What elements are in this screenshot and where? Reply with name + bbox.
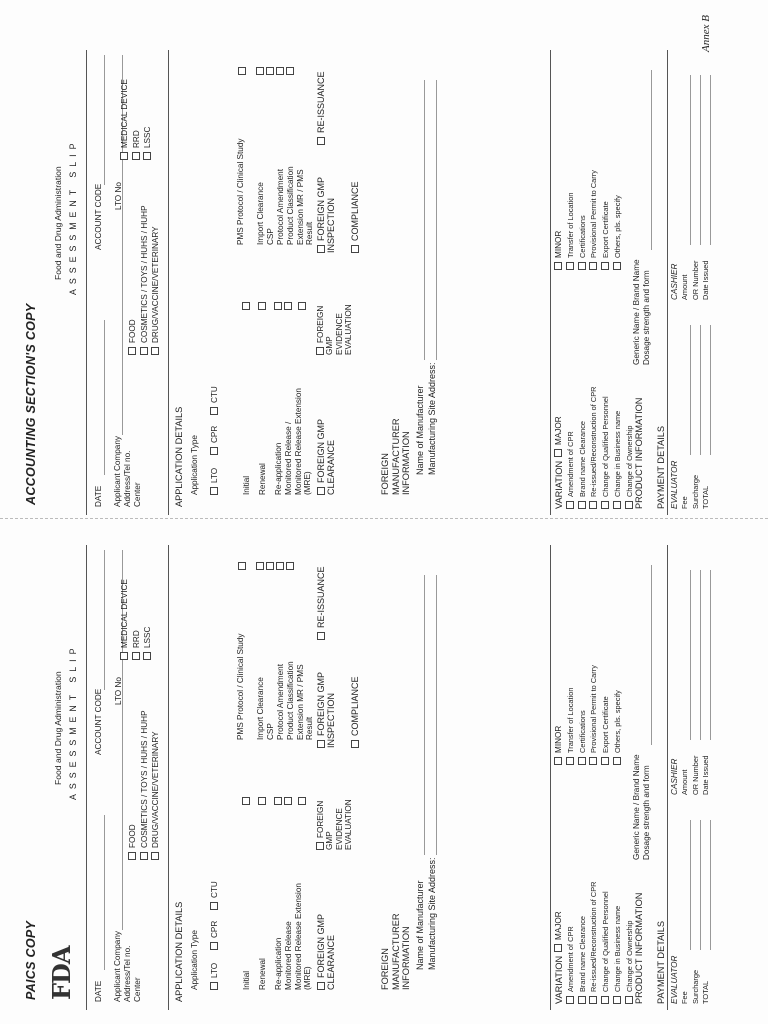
variation-item[interactable]: Change in Business name xyxy=(613,882,623,1005)
list-item: Renewal xyxy=(258,958,267,990)
gmp-evidence-option[interactable]: FOREIGN GMP EVIDENCE EVALUATION xyxy=(316,799,354,850)
list-item: Initial xyxy=(242,970,251,990)
center-label: Center xyxy=(133,977,142,1002)
minor-items xyxy=(566,665,625,765)
center-option[interactable]: COSMETICS / TOYS / HUHS / HUHP xyxy=(140,710,149,860)
slip-title: ASSESSMENT SLIP xyxy=(68,643,78,800)
device-option[interactable]: MEDICAL DEVICE xyxy=(120,579,129,660)
variation-item[interactable]: Re-issued/Reconstruction of CPR xyxy=(589,387,599,510)
checkbox[interactable] xyxy=(258,793,267,805)
lto-no-label: LTO No xyxy=(114,182,123,210)
foreign-manufacturer-heading: FOREIGN MANUFACTURER INFORMATION xyxy=(380,418,412,495)
product-field[interactable] xyxy=(651,565,652,745)
address-label: Address/Tel no. xyxy=(123,450,132,507)
cashier-label: CASHIER xyxy=(670,758,679,795)
checkbox[interactable] xyxy=(238,558,247,570)
gmp-inspection-option[interactable]: FOREIGN GMP INSPECTION xyxy=(316,672,337,748)
list-item: Monitored Release / xyxy=(284,421,293,495)
checkbox[interactable] xyxy=(266,63,275,75)
variation-item[interactable]: Change of Ownership xyxy=(625,882,635,1005)
variation-item[interactable]: Others, pls. specify xyxy=(613,170,623,270)
device-options xyxy=(120,79,155,160)
application-details-heading: APPLICATION DETAILS xyxy=(174,901,184,1002)
evaluator-items xyxy=(681,970,713,1004)
slip-title: ASSESSMENT SLIP xyxy=(68,138,78,295)
dosage-label: Dosage strength and form xyxy=(642,270,651,365)
list-item: Re-application xyxy=(274,442,283,495)
payment-item: TOTAL xyxy=(701,980,711,1004)
payment-item: Surcharge xyxy=(690,474,700,509)
major-items xyxy=(566,387,636,510)
evaluator-label: EVALUATOR xyxy=(670,955,679,1004)
gmp-evidence-option[interactable]: FOREIGN GMP EVIDENCE EVALUATION xyxy=(316,304,354,355)
device-option[interactable]: RRD xyxy=(132,579,141,660)
copy-title: PAICS COPY xyxy=(24,920,38,1000)
variation-item[interactable]: Certifications xyxy=(578,170,588,270)
payment-item: OR Number xyxy=(690,260,700,300)
checkbox[interactable] xyxy=(284,298,293,310)
minor-items xyxy=(566,170,625,270)
center-option[interactable]: COSMETICS / TOYS / HUHS / HUHP xyxy=(140,205,149,355)
agency-name: Food and Drug Administration xyxy=(53,671,63,785)
list-item: PMS Protocol / Clinical Study xyxy=(236,138,245,245)
manufacturer-name-label: Name of Manufacturer xyxy=(415,880,425,970)
gmp-inspection-option[interactable]: FOREIGN GMP INSPECTION xyxy=(316,177,337,253)
gmp-clearance-option[interactable]: FOREIGN GMP CLEARANCE xyxy=(316,419,337,495)
amount-field[interactable] xyxy=(690,570,691,740)
date-label: DATE xyxy=(94,485,103,507)
compliance-option[interactable]: COMPLIANCE xyxy=(350,181,360,253)
variation-item[interactable]: Brand name Clearance xyxy=(578,387,588,510)
fee-field[interactable] xyxy=(690,820,691,950)
fold-line xyxy=(0,518,768,519)
list-item: Re-application xyxy=(274,937,283,990)
generic-name-label: Generic Name / Brand Name xyxy=(632,259,641,365)
list-item: Protocol Amendment xyxy=(276,168,285,245)
center-options xyxy=(128,205,163,355)
manufacturing-site-field[interactable] xyxy=(436,575,437,855)
variation-item[interactable]: Change of Qualified Personnel xyxy=(601,387,611,510)
list-item: Product Classification xyxy=(286,661,295,740)
variation-item[interactable]: Change of Ownership xyxy=(625,387,635,510)
total-field[interactable] xyxy=(710,325,711,455)
variation-item[interactable]: Others, pls. specify xyxy=(613,665,623,765)
variation-item[interactable]: Transfer of Location xyxy=(566,170,576,270)
application-type-label: Application Type xyxy=(190,435,199,495)
lto-no-label: LTO No xyxy=(114,677,123,705)
surcharge-field[interactable] xyxy=(700,325,701,455)
variation-item[interactable]: Provisional Permit to Carry xyxy=(589,665,599,765)
type-ctu[interactable]: CTU xyxy=(210,386,219,415)
list-item: Extension MR / PMS Result xyxy=(296,169,315,245)
reissuance-option[interactable]: RE-ISSUANCE xyxy=(316,71,326,145)
evaluator-label: EVALUATOR xyxy=(670,460,679,509)
variation-item[interactable]: Amendment of CPR xyxy=(566,882,576,1005)
manufacturer-name-field[interactable] xyxy=(424,575,425,855)
date-issued-field[interactable] xyxy=(710,75,711,245)
list-item: Monitored Release xyxy=(284,921,293,990)
fda-logo: FDA xyxy=(47,946,76,1000)
variation-item[interactable]: Change of Qualified Personnel xyxy=(601,882,611,1005)
product-information-heading: PRODUCT INFORMATION xyxy=(634,892,644,1004)
device-options xyxy=(120,579,155,660)
list-item: CSP xyxy=(266,723,275,740)
checkbox[interactable] xyxy=(242,793,251,805)
variation-item[interactable]: Export Certificate xyxy=(601,170,611,270)
checkbox[interactable] xyxy=(238,63,247,75)
surcharge-field[interactable] xyxy=(700,820,701,950)
variation-item[interactable]: Amendment of CPR xyxy=(566,387,576,510)
date-field[interactable] xyxy=(104,815,105,970)
paics-lower-section xyxy=(548,545,748,1010)
checkbox[interactable] xyxy=(276,558,285,570)
date-label: DATE xyxy=(94,980,103,1002)
variation-heading: VARIATION xyxy=(554,460,564,509)
checkbox[interactable] xyxy=(298,298,307,310)
manufacturing-site-field[interactable] xyxy=(436,80,437,360)
variation-item[interactable]: Brand name Clearance xyxy=(578,882,588,1005)
address-label: Address/Tel no. xyxy=(123,945,132,1002)
list-item: CSP xyxy=(266,228,275,245)
date-field[interactable] xyxy=(104,320,105,475)
checkbox[interactable] xyxy=(274,298,283,310)
center-options xyxy=(128,710,163,860)
type-lto[interactable]: LTO xyxy=(210,468,219,495)
variation-item[interactable]: Export Certificate xyxy=(601,665,611,765)
minor-option[interactable]: MINOR xyxy=(554,231,563,270)
list-item: Protocol Amendment xyxy=(276,663,285,740)
minor-option[interactable]: MINOR xyxy=(554,726,563,765)
copy-title: ACCOUNTING SECTION'S COPY xyxy=(24,303,38,505)
account-code-label: ACCOUNT CODE xyxy=(94,183,103,250)
checkbox[interactable] xyxy=(274,793,283,805)
manufacturing-site-label: Manufacturing Site Address: xyxy=(427,857,437,970)
account-code-field[interactable] xyxy=(104,550,105,690)
payment-details-heading: PAYMENT DETAILS xyxy=(656,425,666,509)
annex-label: Annex B xyxy=(700,15,712,52)
dosage-label: Dosage strength and form xyxy=(642,765,651,860)
type-cpr[interactable]: CPR xyxy=(210,426,219,455)
payment-item: Fee xyxy=(680,496,689,509)
payment-item: OR Number xyxy=(690,755,700,795)
checkbox[interactable] xyxy=(256,63,265,75)
amount-field[interactable] xyxy=(690,75,691,245)
account-code-label: ACCOUNT CODE xyxy=(94,688,103,755)
variation-item[interactable]: Change in Business name xyxy=(613,387,623,510)
manufacturer-name-label: Name of Manufacturer xyxy=(415,385,425,475)
manufacturer-name-field[interactable] xyxy=(424,80,425,360)
application-details-heading: APPLICATION DETAILS xyxy=(174,406,184,507)
type-lto[interactable]: LTO xyxy=(210,963,219,990)
reissuance-option[interactable]: RE-ISSUANCE xyxy=(316,566,326,640)
checkbox[interactable] xyxy=(284,793,293,805)
list-item: Import Clearance xyxy=(256,677,265,740)
list-item: Initial xyxy=(242,475,251,495)
list-item: Monitored Release Extension (MRE) xyxy=(294,388,313,495)
cashier-items xyxy=(681,756,713,795)
payment-item: Date Issued xyxy=(701,755,711,795)
device-option[interactable]: LSSC xyxy=(143,79,152,160)
major-option[interactable]: MAJOR xyxy=(554,911,563,952)
agency-name: Food and Drug Administration xyxy=(53,166,63,280)
foreign-manufacturer-heading: FOREIGN MANUFACTURER INFORMATION xyxy=(380,913,412,990)
account-code-field[interactable] xyxy=(104,55,105,185)
fee-field[interactable] xyxy=(690,325,691,455)
major-items xyxy=(566,882,636,1005)
date-issued-field[interactable] xyxy=(710,570,711,740)
compliance-option[interactable]: COMPLIANCE xyxy=(350,676,360,748)
center-option[interactable]: FOOD xyxy=(128,205,137,355)
gmp-clearance-option[interactable]: FOREIGN GMP CLEARANCE xyxy=(316,914,337,990)
payment-item: Fee xyxy=(680,991,689,1004)
cashier-items xyxy=(681,261,713,300)
list-item: PMS Protocol / Clinical Study xyxy=(236,633,245,740)
list-item: Monitored Release Extension (MRE) xyxy=(294,883,313,990)
or-number-field[interactable] xyxy=(700,75,701,245)
checkbox[interactable] xyxy=(258,298,267,310)
checkbox[interactable] xyxy=(266,558,275,570)
device-option[interactable]: MEDICAL DEVICE xyxy=(120,79,129,160)
payment-item: Surcharge xyxy=(690,969,700,1004)
variation-heading: VARIATION xyxy=(554,955,564,1004)
manufacturing-site-label: Manufacturing Site Address: xyxy=(427,362,437,475)
application-type-label: Application Type xyxy=(190,930,199,990)
cashier-label: CASHIER xyxy=(670,263,679,300)
checkbox[interactable] xyxy=(286,63,295,75)
generic-name-label: Generic Name / Brand Name xyxy=(632,754,641,860)
applicant-label: Applicant Company xyxy=(113,931,122,1002)
total-field[interactable] xyxy=(710,820,711,950)
accounting-lower-section xyxy=(548,50,748,515)
product-information-heading: PRODUCT INFORMATION xyxy=(634,397,644,509)
center-label: Center xyxy=(133,482,142,507)
or-number-field[interactable] xyxy=(700,570,701,740)
type-cpr[interactable]: CPR xyxy=(210,921,219,950)
center-option[interactable]: FOOD xyxy=(128,710,137,860)
device-option[interactable]: LSSC xyxy=(143,579,152,660)
list-item: Renewal xyxy=(258,463,267,495)
type-ctu[interactable]: CTU xyxy=(210,881,219,910)
list-item: Extension MR / PMS Result xyxy=(296,664,315,740)
evaluator-items xyxy=(681,475,713,509)
list-item: Product Classification xyxy=(286,166,295,245)
payment-item: TOTAL xyxy=(701,485,711,509)
variation-item[interactable]: Re-issued/Reconstruction of CPR xyxy=(589,882,599,1005)
center-option[interactable]: DRUG/VACCINE/VETERINARY xyxy=(151,205,160,355)
list-item: Import Clearance xyxy=(256,182,265,245)
payment-item: Amount xyxy=(680,769,689,795)
checkbox[interactable] xyxy=(276,63,285,75)
checkbox[interactable] xyxy=(242,298,251,310)
payment-item: Date Issued xyxy=(701,260,711,300)
variation-item[interactable]: Certifications xyxy=(578,665,588,765)
device-option[interactable]: RRD xyxy=(132,79,141,160)
payment-details-heading: PAYMENT DETAILS xyxy=(656,920,666,1004)
checkbox[interactable] xyxy=(256,558,265,570)
center-option[interactable]: DRUG/VACCINE/VETERINARY xyxy=(151,710,160,860)
product-field[interactable] xyxy=(651,70,652,250)
applicant-label: Applicant Company xyxy=(113,436,122,507)
checkbox[interactable] xyxy=(286,558,295,570)
major-option[interactable]: MAJOR xyxy=(554,416,563,457)
variation-item[interactable]: Provisional Permit to Carry xyxy=(589,170,599,270)
variation-item[interactable]: Transfer of Location xyxy=(566,665,576,765)
checkbox[interactable] xyxy=(298,793,307,805)
payment-item: Amount xyxy=(680,274,689,300)
